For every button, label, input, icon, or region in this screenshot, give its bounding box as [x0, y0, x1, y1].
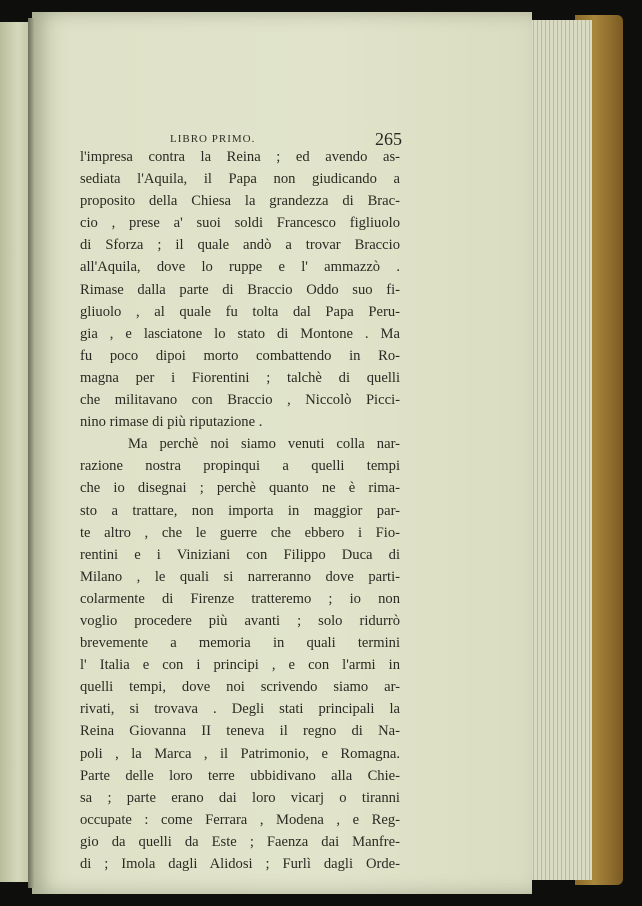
- text-line: rentini e i Viniziani con Filippo Duca di: [80, 546, 400, 563]
- text-line: te altro , che le guerre che ebbero i Fio-: [80, 524, 400, 541]
- text-line: all'Aquila, dove lo ruppe e l' ammazzò .: [80, 259, 400, 276]
- text-line: razione nostra propinqui a quelli tempi: [80, 458, 400, 475]
- book-gutter: [28, 18, 34, 888]
- running-head: LIBRO PRIMO.: [170, 133, 256, 145]
- text-line: rivati, si trovava . Degli stati principali la: [80, 701, 400, 718]
- text-line: gia , e lasciatone lo stato di Montone . Ma: [80, 325, 400, 342]
- text-line: cio , prese a' suoi soldi Francesco figliuolo: [80, 215, 400, 232]
- text-line: gio da quelli da Este ; Faenza dai Manfre-: [80, 833, 400, 850]
- text-line: che io disegnai ; perchè quanto ne è rima-: [80, 480, 400, 497]
- page-number: 265: [375, 129, 402, 149]
- text-line: Ma perchè noi siamo venuti colla nar-: [128, 436, 400, 453]
- text-line: l'impresa contra la Reina ; ed avendo as-: [80, 149, 400, 165]
- text-line: di Sforza ; il quale andò a trovar Braccio: [80, 237, 400, 254]
- text-line: magna per i Fiorentini ; talchè di quelli: [80, 369, 400, 386]
- text-line: Milano , le quali si narreranno dove parti-: [80, 568, 400, 585]
- text-line: Reina Giovanna II teneva il regno di Na-: [80, 723, 400, 740]
- text-line: fu poco dipoi morto combattendo in Ro-: [80, 347, 400, 364]
- text-line: sto a trattare, non importa in maggior par-: [80, 502, 400, 519]
- text-line: occupate : come Ferrara , Modena , e Reg-: [80, 811, 400, 828]
- text-line: Parte delle loro terre ubbidivano alla Chie-: [80, 767, 400, 784]
- text-line: sa ; parte erano dai loro vicarj o tiranni: [80, 789, 400, 806]
- text-line: di ; Imola dagli Alidosi ; Furlì dagli Orde-: [80, 856, 400, 872]
- text-line: nino rimase di più riputazione .: [80, 414, 263, 431]
- body-text: [80, 146, 400, 875]
- text-line: gliuolo , al quale fu tolta dal Papa Peru-: [80, 303, 400, 320]
- text-line: Rimase dalla parte di Braccio Oddo suo fi-: [80, 281, 400, 298]
- text-line: quelli tempi, dove noi scrivendo siamo ar-: [80, 679, 400, 696]
- text-line: proposito della Chiesa la grandezza di Brac-: [80, 193, 400, 210]
- page-stack-edges: [522, 20, 592, 880]
- facing-page-edge: [0, 22, 30, 882]
- text-line: sediata l'Aquila, il Papa non giudicando a: [80, 171, 400, 188]
- text-line: voglio procedere più avanti ; solo ridurrò: [80, 612, 400, 629]
- text-line: che militavano con Braccio , Niccolò Picci-: [80, 392, 400, 409]
- text-line: l' Italia e con i principi , e con l'armi in: [80, 657, 400, 674]
- text-line: poli , la Marca , il Patrimonio, e Romagna.: [80, 745, 400, 762]
- text-line: colarmente di Firenze tratteremo ; io non: [80, 590, 400, 607]
- text-line: brevemente a memoria in quali termini: [80, 635, 400, 652]
